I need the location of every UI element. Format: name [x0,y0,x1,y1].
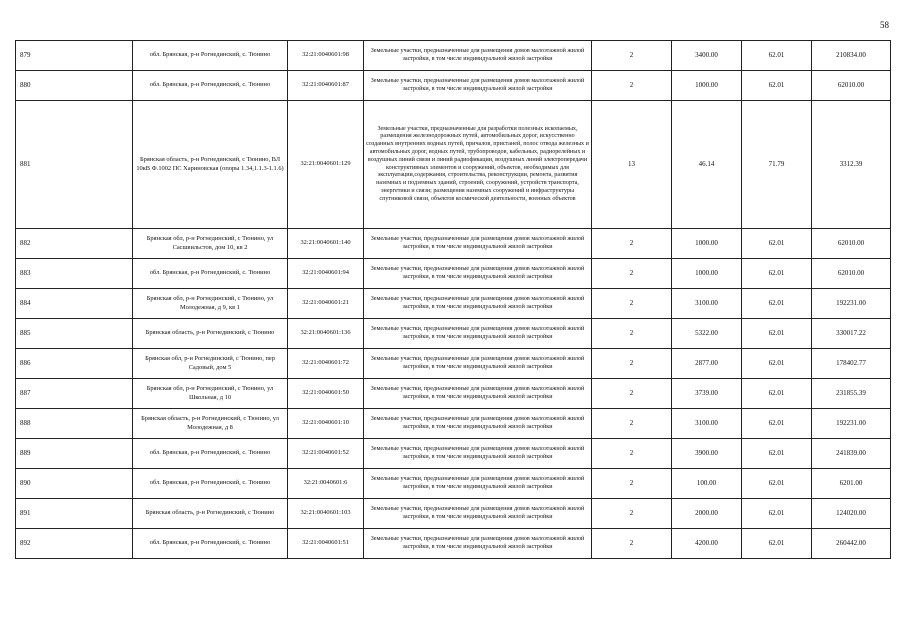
address-cell: Брянская обл, р-н Рогнединский, с Тюнино, ул Сасшвильстов, дом 10, кв 2 [133,229,288,259]
address-cell: Брянская обл, р-н Рогнединский, с Тюнино, ул Молодежная, д 9, кв 1 [133,289,288,319]
area-cell: 1000.00 [672,229,742,259]
specific-value-cell: 62.01 [742,529,812,559]
land-purpose-cell: Земельные участки, предназначенные для разработки полезных ископаемых, размещения железнодорожных путей, автомобильных дорог, искусственно созданных внутренних водных путей, причалов, пристаней, полос отвода железных и автомобильных дорог, водных путей, трубопроводов, кабельных, радиорелейных и воздушных линий связи и линий радиофикации, воздушных линий электропередачи конструктивных элементов и сооружений, объектов, необходимых для эксплуатации,содержания, строительства, реконструкции, ремонта, развития наземных и подземных зданий, строений, сооружений, устройств транспорта, энергетики и связи; размещения наземных сооружений и инфраструктуры спутниковой связи, объектов космической деятельности, военных объектов [364,101,592,229]
register-body [16,41,891,559]
land-purpose-cell: Земельные участки, предназначенные для размещения домов малоэтажной жилой застройки, в том числе индивидуальной жилой застройки [364,229,592,259]
table-row [16,529,891,559]
table-row [16,71,891,101]
land-purpose-cell: Земельные участки, предназначенные для размещения домов малоэтажной жилой застройки, в том числе индивидуальной жилой застройки [364,469,592,499]
row-number: 880 [16,71,133,101]
cadastral-value-cell: 62010.00 [812,229,891,259]
cadastral-number-cell: 32:21:0040601:140 [288,229,364,259]
cadastral-value-cell: 241839.00 [812,439,891,469]
area-cell: 3739.00 [672,379,742,409]
address-cell: обл. Брянская, р-н Рогнединский, с. Тюнино [133,259,288,289]
cadastral-number-cell: 32:21:0040601:136 [288,319,364,349]
cadastral-number-cell: 32:21:0040601:72 [288,349,364,379]
table-row [16,409,891,439]
area-cell: 100.00 [672,469,742,499]
specific-value-cell: 62.01 [742,229,812,259]
cadastral-value-cell: 260442.00 [812,529,891,559]
cadastral-number-cell: 32:21:0040601:94 [288,259,364,289]
group-code-cell: 2 [592,439,672,469]
cadastral-number-cell: 32:21:0040601:98 [288,41,364,71]
table-row [16,379,891,409]
cadastral-number-cell: 32:21:0040601:52 [288,439,364,469]
address-cell: обл. Брянская, р-н Рогнединский, с. Тюнино [133,71,288,101]
land-register-table [15,40,891,559]
table-row [16,439,891,469]
specific-value-cell: 71.79 [742,101,812,229]
group-code-cell: 2 [592,259,672,289]
page-number: 58 [880,20,889,30]
group-code-cell: 2 [592,379,672,409]
specific-value-cell: 62.01 [742,379,812,409]
cadastral-number-cell: 32:21:0040601:6 [288,469,364,499]
table-row [16,349,891,379]
group-code-cell: 2 [592,289,672,319]
area-cell: 2000.00 [672,499,742,529]
row-number: 889 [16,439,133,469]
row-number: 879 [16,41,133,71]
cadastral-number-cell: 32:21:0040601:10 [288,409,364,439]
cadastral-value-cell: 192231.00 [812,289,891,319]
cadastral-value-cell: 62010.00 [812,259,891,289]
group-code-cell: 2 [592,71,672,101]
address-cell: Брянская область, р-н Рогнединский, с Тюнино [133,499,288,529]
land-purpose-cell: Земельные участки, предназначенные для размещения домов малоэтажной жилой застройки, в том числе индивидуальной жилой застройки [364,259,592,289]
table-row [16,319,891,349]
specific-value-cell: 62.01 [742,469,812,499]
area-cell: 3900.00 [672,439,742,469]
address-cell: обл. Брянская, р-н Рогнединский, с. Тюнино [133,469,288,499]
row-number: 885 [16,319,133,349]
row-number: 886 [16,349,133,379]
row-number: 892 [16,529,133,559]
address-cell: обл. Брянская, р-н Рогнединский, с. Тюнино [133,41,288,71]
cadastral-value-cell: 6201.00 [812,469,891,499]
row-number: 890 [16,469,133,499]
land-purpose-cell: Земельные участки, предназначенные для размещения домов малоэтажной жилой застройки, в том числе индивидуальной жилой застройки [364,319,592,349]
area-cell: 3400.00 [672,41,742,71]
cadastral-value-cell: 192231.00 [812,409,891,439]
specific-value-cell: 62.01 [742,71,812,101]
cadastral-number-cell: 32:21:0040601:87 [288,71,364,101]
row-number: 888 [16,409,133,439]
specific-value-cell: 62.01 [742,259,812,289]
table-row [16,499,891,529]
land-purpose-cell: Земельные участки, предназначенные для размещения домов малоэтажной жилой застройки, в том числе индивидуальной жилой застройки [364,409,592,439]
area-cell: 2877.00 [672,349,742,379]
area-cell: 3100.00 [672,409,742,439]
specific-value-cell: 62.01 [742,439,812,469]
specific-value-cell: 62.01 [742,41,812,71]
address-cell: Брянская область, р-н Рогнединский, с Тюнино [133,319,288,349]
address-cell: обл. Брянская, р-н Рогнединский, с. Тюнино [133,439,288,469]
land-purpose-cell: Земельные участки, предназначенные для размещения домов малоэтажной жилой застройки, в том числе индивидуальной жилой застройки [364,499,592,529]
row-number: 883 [16,259,133,289]
table-row [16,469,891,499]
table-row [16,101,891,229]
specific-value-cell: 62.01 [742,499,812,529]
land-purpose-cell: Земельные участки, предназначенные для размещения домов малоэтажной жилой застройки, в том числе индивидуальной жилой застройки [364,71,592,101]
land-purpose-cell: Земельные участки, предназначенные для размещения домов малоэтажной жилой застройки, в том числе индивидуальной жилой застройки [364,289,592,319]
group-code-cell: 2 [592,349,672,379]
address-cell: обл. Брянская, р-н Рогнединский, с. Тюнино [133,529,288,559]
area-cell: 3100.00 [672,289,742,319]
table-row [16,41,891,71]
specific-value-cell: 62.01 [742,349,812,379]
row-number: 882 [16,229,133,259]
cadastral-value-cell: 330017.22 [812,319,891,349]
cadastral-value-cell: 178402.77 [812,349,891,379]
address-cell: Брянская область, р-н Рогнединский, с Тюнино, ВЛ 10кВ Ф.1002 ПС Хариновская (опоры 1.34,1.1.3-1.1.6) [133,101,288,229]
land-purpose-cell: Земельные участки, предназначенные для размещения домов малоэтажной жилой застройки, в том числе индивидуальной жилой застройки [364,41,592,71]
land-purpose-cell: Земельные участки, предназначенные для размещения домов малоэтажной жилой застройки, в том числе индивидуальной жилой застройки [364,529,592,559]
area-cell: 1000.00 [672,259,742,289]
cadastral-number-cell: 32:21:0040601:129 [288,101,364,229]
row-number: 891 [16,499,133,529]
group-code-cell: 2 [592,529,672,559]
area-cell: 5322.00 [672,319,742,349]
land-purpose-cell: Земельные участки, предназначенные для размещения домов малоэтажной жилой застройки, в том числе индивидуальной жилой застройки [364,379,592,409]
table-row [16,289,891,319]
cadastral-value-cell: 124020.00 [812,499,891,529]
row-number: 881 [16,101,133,229]
row-number: 884 [16,289,133,319]
group-code-cell: 2 [592,409,672,439]
group-code-cell: 2 [592,319,672,349]
group-code-cell: 2 [592,41,672,71]
area-cell: 46.14 [672,101,742,229]
cadastral-value-cell: 3312.39 [812,101,891,229]
area-cell: 1000.00 [672,71,742,101]
area-cell: 4200.00 [672,529,742,559]
land-purpose-cell: Земельные участки, предназначенные для размещения домов малоэтажной жилой застройки, в том числе индивидуальной жилой застройки [364,349,592,379]
specific-value-cell: 62.01 [742,289,812,319]
table-row [16,229,891,259]
row-number: 887 [16,379,133,409]
group-code-cell: 2 [592,469,672,499]
table-row [16,259,891,289]
cadastral-value-cell: 231855.39 [812,379,891,409]
address-cell: Брянская обл, р-н Рогнединский, с Тюнино, пер Садовый, дом 5 [133,349,288,379]
group-code-cell: 2 [592,229,672,259]
cadastral-number-cell: 32:21:0040601:21 [288,289,364,319]
land-purpose-cell: Земельные участки, предназначенные для размещения домов малоэтажной жилой застройки, в том числе индивидуальной жилой застройки [364,439,592,469]
cadastral-number-cell: 32:21:0040601:103 [288,499,364,529]
cadastral-number-cell: 32:21:0040601:50 [288,379,364,409]
group-code-cell: 13 [592,101,672,229]
cadastral-value-cell: 210834.00 [812,41,891,71]
group-code-cell: 2 [592,499,672,529]
address-cell: Брянская область, р-н Рогнединский, с Тюнино, ул Молодежная, д 8 [133,409,288,439]
cadastral-number-cell: 32:21:0040601:51 [288,529,364,559]
address-cell: Брянская обл, р-н Рогнединский, с Тюнино, ул Школьная, д 10 [133,379,288,409]
specific-value-cell: 62.01 [742,319,812,349]
specific-value-cell: 62.01 [742,409,812,439]
cadastral-value-cell: 62010.00 [812,71,891,101]
